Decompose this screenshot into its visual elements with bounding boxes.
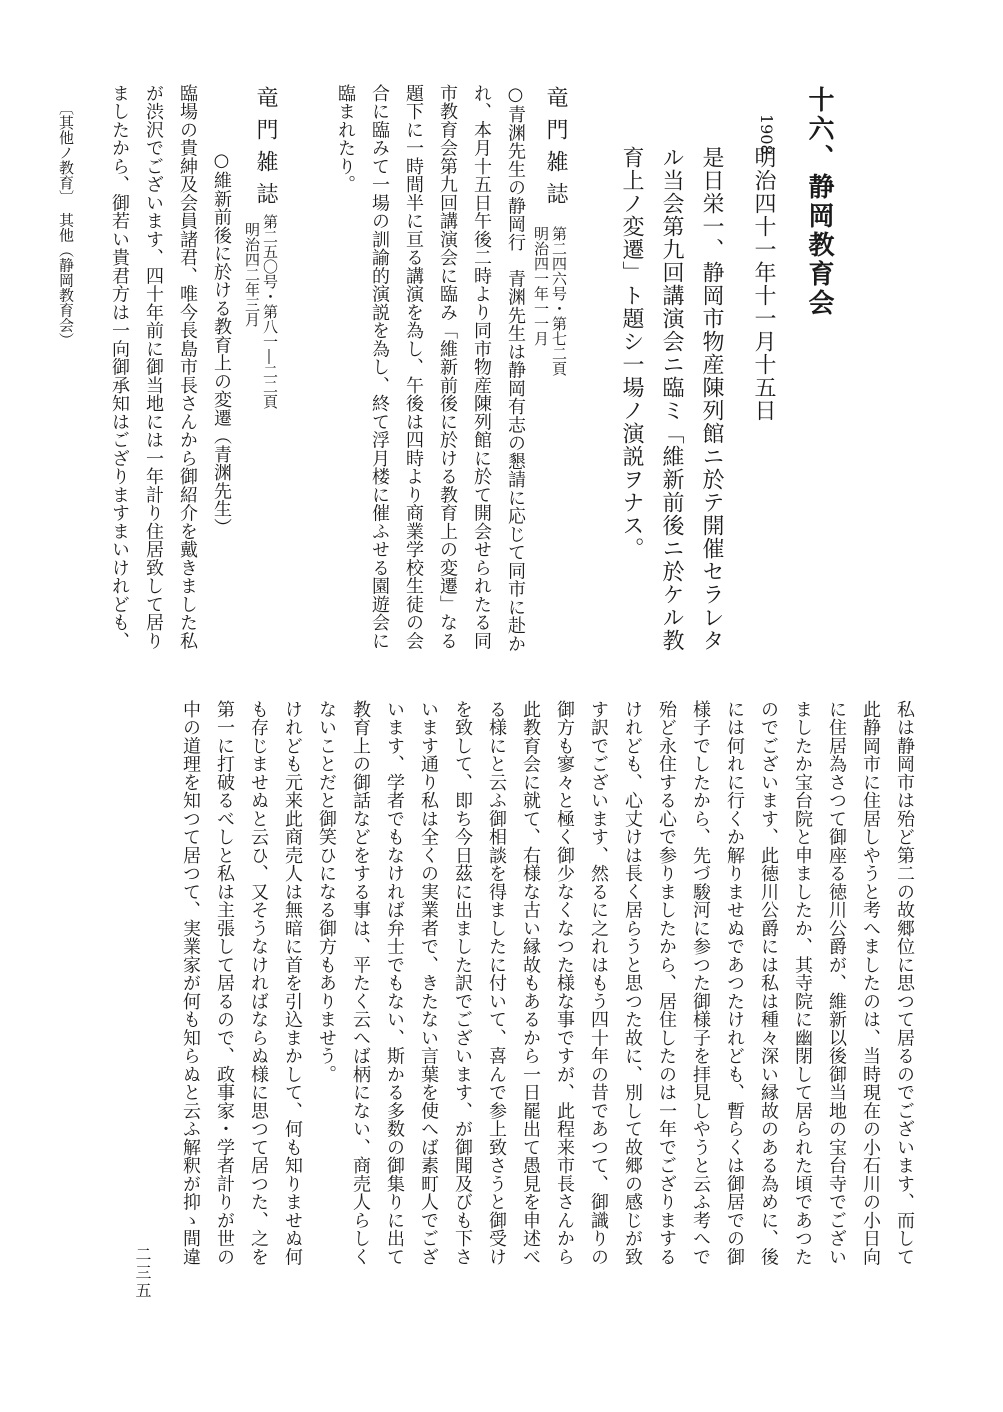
date-line: 明治四十一年十一月十五日 bbox=[751, 146, 776, 422]
year-note: 1908 bbox=[757, 114, 776, 155]
body-line: 此静岡市に住居しやうと考へましたのは、当時現在の小石川の小日向 bbox=[860, 700, 881, 1266]
issue-number: 第二四六号・第七二頁 bbox=[550, 226, 568, 376]
body-line: 市教育会第九回講演会に臨み「維新前後に於ける教育上の変遷」なる bbox=[437, 84, 458, 650]
body-line: には何れに行くか解りませぬであつたけれども、暫らくは御居での御 bbox=[724, 700, 745, 1266]
page-number: 二三五 bbox=[133, 1246, 152, 1300]
body-line: 題下に一時間半に亘る講演を為し、午後は四時より商業学校生徒の会 bbox=[403, 84, 424, 650]
body-line: れ、本月十五日午後二時より同市物産陳列館に於て開会せられたる同 bbox=[471, 84, 492, 650]
magazine-name: 竜門雑誌 bbox=[253, 86, 278, 214]
body-line: を致して、即ち今日茲に出ました訳でございます、が御聞及びも下さ bbox=[452, 700, 473, 1266]
body-line: のでございます、此徳川公爵には私は種々深い縁故のある為めに、後 bbox=[758, 700, 779, 1266]
body-line: る様にと云ふ御相談を得ましたに付いて、喜んで参上致さうと御受け bbox=[486, 700, 507, 1266]
issue-number: 第二五〇号・第八一―二二頁 bbox=[261, 214, 279, 409]
body-line: 私は静岡市は殆ど第二の故郷位に思つて居るのでございます、而して bbox=[894, 700, 915, 1266]
body-line: います通り私は全くの実業者で、きたない言葉を使へば素町人でござ bbox=[418, 700, 439, 1266]
body-line: 御方も寥々と極く御少なくなつた様な事ですが、此程来市長さんから bbox=[554, 700, 575, 1266]
body-line: 中の道理を知つて居つて、実業家が何も知らぬと云ふ解釈が抑ゝ間違 bbox=[180, 700, 201, 1266]
body-line: 臨場の貴紳及会員諸君、唯今長島市長さんから御紹介を戴きました私 bbox=[177, 84, 198, 650]
summary-line: 是日栄一、静岡市物産陳列館ニ於テ開催セラレタ bbox=[699, 146, 724, 652]
body-line: に住居為さつて御座る徳川公爵が、維新以後御当地の宝台寺でござい bbox=[826, 700, 847, 1266]
section-title: 十六、静岡教育会 bbox=[804, 86, 834, 318]
body-line: 様子でしたから、先づ駿河に参つた御様子を拝見しやうと云ふ考へで bbox=[690, 700, 711, 1266]
summary-line: ル当会第九回講演会ニ臨ミ「維新前後ニ於ケル教 bbox=[659, 146, 684, 652]
body-line: 合に臨みて一場の訓諭的演説を為し、終て浮月楼に催ふせる園遊会に bbox=[369, 84, 390, 650]
body-line: ましたから、御若い貴君方は一向御承知はござりますまいけれども、 bbox=[109, 84, 130, 650]
body-line: す訳でございます、然るに之れはもう四十年の昔であつて、御識りの bbox=[588, 700, 609, 1266]
body-line: ないことだと御笑ひになる御方もありませう。 bbox=[316, 700, 337, 1084]
issue-date: 明治四一年一一月 bbox=[532, 226, 550, 346]
summary-line: 育上ノ変遷」ト題シ一場ノ演説ヲナス。 bbox=[619, 146, 644, 560]
body-line: 臨まれたり。 bbox=[335, 84, 356, 194]
body-line: ○維新前後に於ける教育上の変遷（青渊先生） bbox=[211, 150, 232, 537]
body-line: います、学者でもなければ弁士でもない、斯かる多数の御集りに出て bbox=[384, 700, 405, 1266]
body-line: ましたか宝台院と申ましたか、其寺院に幽閉して居られた頃であつた bbox=[792, 700, 813, 1266]
body-line: ○青渊先生の静岡行 青渊先生は静岡有志の懇請に応じて同市に赴か bbox=[505, 84, 526, 653]
body-line: が渋沢でございます、四十年前に御当地には一年計り住居致して居り bbox=[143, 84, 164, 650]
body-line: 此教育会に就て、右様な古い縁故もあるから一日罷出て愚見を申述べ bbox=[520, 700, 541, 1266]
magazine-name: 竜門雑誌 bbox=[543, 86, 568, 214]
body-line: 教育上の御話などをする事は、平たく云へば柄にない、商売人らしく bbox=[350, 700, 371, 1266]
body-line: 殆ど永住する心で参りましたから、居住したのは一年でござりまする bbox=[656, 700, 677, 1266]
body-line: も存じませぬと云ひ、又そうなければならぬ様に思つて居つた、之を bbox=[248, 700, 269, 1266]
body-line: 第一に打破るべしと私は主張して居るので、政事家・学者計りが世の bbox=[214, 700, 235, 1266]
body-line: けれども、心丈けは長く居らうと思つた故に、別して故郷の感じが致 bbox=[622, 700, 643, 1266]
running-head: 〔其他ノ教育〕 其他（静岡教育会） bbox=[57, 100, 75, 348]
body-line: けれども元来此商売人は無暗に首を引込まかして、何も知りませぬ何 bbox=[282, 700, 303, 1266]
issue-date: 明治四二年三月 bbox=[243, 222, 261, 327]
